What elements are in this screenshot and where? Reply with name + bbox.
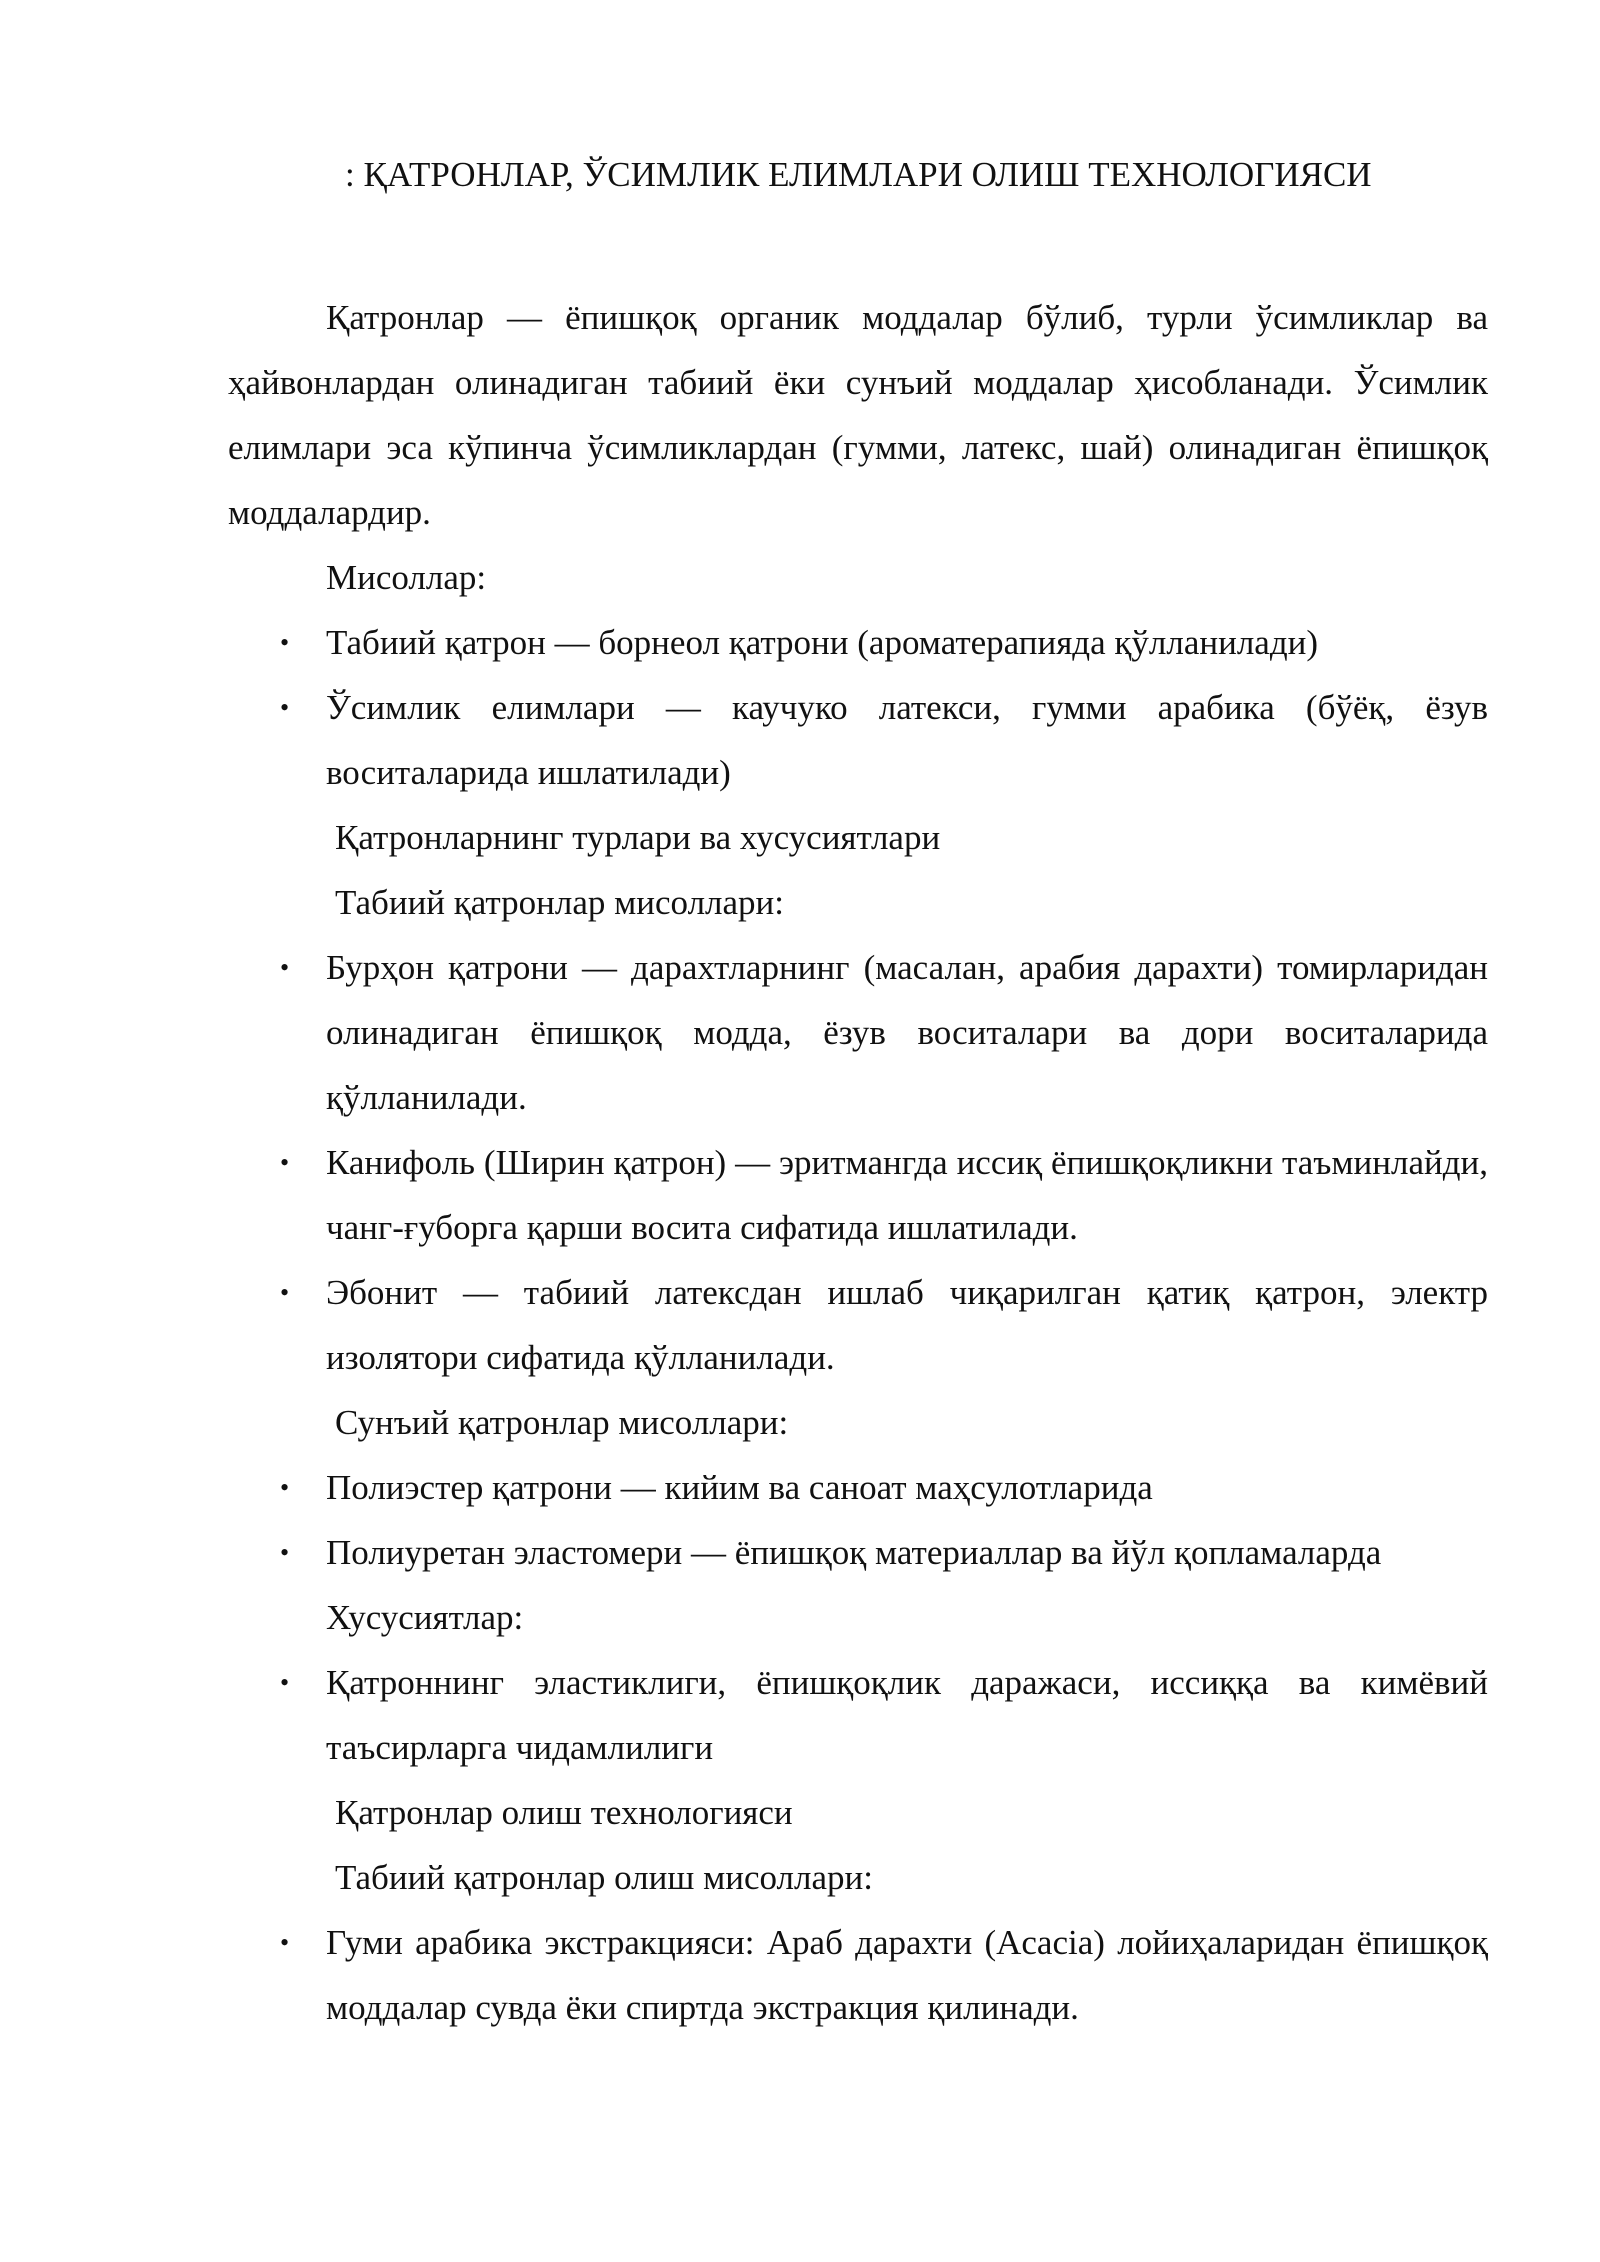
list-item-text: Полиэстер қатрони — кийим ва саноат маҳсулотларида [326, 1468, 1153, 1507]
bullet-icon: • [280, 1148, 290, 1177]
natural-methods-list [228, 1910, 1488, 2040]
list-item-text: Ўсимлик елимлари — каучуко латекси, гумми арабика (бўёқ, ёзув воситаларида ишлатилади) [326, 688, 1488, 792]
list-item-text: Бурҳон қатрони — дарахтларнинг (масалан, арабия дарахти) томирларидан олинадиган ёпишқоқ модда, ёзув воситалари ва дори воситаларида қўлланилади. [326, 948, 1488, 1117]
intro-paragraph: Қатронлар — ёпишқоқ органик моддалар бўлиб, турли ўсимликлар ва ҳайвонлардан олинадиган табиий ёки сунъий моддалар ҳисобланади. Ўсимлик елимлари эса кўпинча ўсимликлардан (гумми, латекс, шай) олинадиган ёпишқоқ моддалардир. [228, 298, 1488, 532]
properties-heading: Хусусиятлар: [326, 1598, 524, 1637]
bullet-icon: • [280, 1278, 290, 1307]
examples-heading: Мисоллар: [326, 558, 487, 597]
bullet-icon: • [280, 628, 290, 657]
list-item-text: Қатроннинг эластиклиги, ёпишқоқлик даражаси, иссиққа ва кимёвий таъсирларга чидамлилиги [326, 1663, 1488, 1767]
document-title: : ҚАТРОНЛАР, ЎСИМЛИК ЕЛИМЛАРИ ОЛИШ ТЕХНОЛОГИЯСИ [345, 155, 1372, 194]
natural-heading: Табиий қатронлар мисоллари: [335, 883, 785, 922]
document-body [228, 285, 1488, 2040]
technology-heading: Қатронлар олиш технологияси [335, 1793, 793, 1832]
natural-methods-heading: Табиий қатронлар олиш мисоллари: [335, 1858, 873, 1897]
list-item-text: Эбонит — табиий латексдан ишлаб чиқарилган қатиқ қатрон, электр изолятори сифатида қўлланилади. [326, 1273, 1488, 1377]
natural-list [228, 935, 1488, 1390]
synthetic-heading: Сунъий қатронлар мисоллари: [335, 1403, 789, 1442]
list-item [228, 1130, 1488, 1260]
list-item [228, 1455, 1488, 1520]
types-heading: Қатронларнинг турлари ва хусусиятлари [335, 818, 941, 857]
list-item [228, 1520, 1488, 1585]
bullet-icon: • [280, 953, 290, 982]
list-item [228, 675, 1488, 805]
list-item [228, 935, 1488, 1130]
list-item-text: Канифоль (Ширин қатрон) — эритмангда иссиқ ёпишқоқликни таъминлайди, чанг-ғуборга қарши восита сифатида ишлатилади. [326, 1143, 1488, 1247]
list-item [228, 1910, 1488, 2040]
synthetic-list [228, 1455, 1488, 1585]
list-item-text: Табиий қатрон — борнеол қатрони (ароматерапияда қўлланилади) [326, 623, 1319, 662]
examples-list [228, 610, 1488, 805]
bullet-icon: • [280, 1668, 290, 1697]
bullet-icon: • [280, 1928, 290, 1957]
bullet-icon: • [280, 693, 290, 722]
bullet-icon: • [280, 1473, 290, 1502]
list-item-text: Полиуретан эластомери — ёпишқоқ материаллар ва йўл қопламаларда [326, 1533, 1382, 1572]
list-item [228, 1650, 1488, 1780]
list-item-text: Гуми арабика экстракцияси: Араб дарахти (Acacia) лойиҳаларидан ёпишқоқ моддалар сувда ёки спиртда экстракция қилинади. [326, 1923, 1488, 2027]
list-item [228, 1260, 1488, 1390]
list-item [228, 610, 1488, 675]
bullet-icon: • [280, 1538, 290, 1567]
properties-list [228, 1650, 1488, 1780]
